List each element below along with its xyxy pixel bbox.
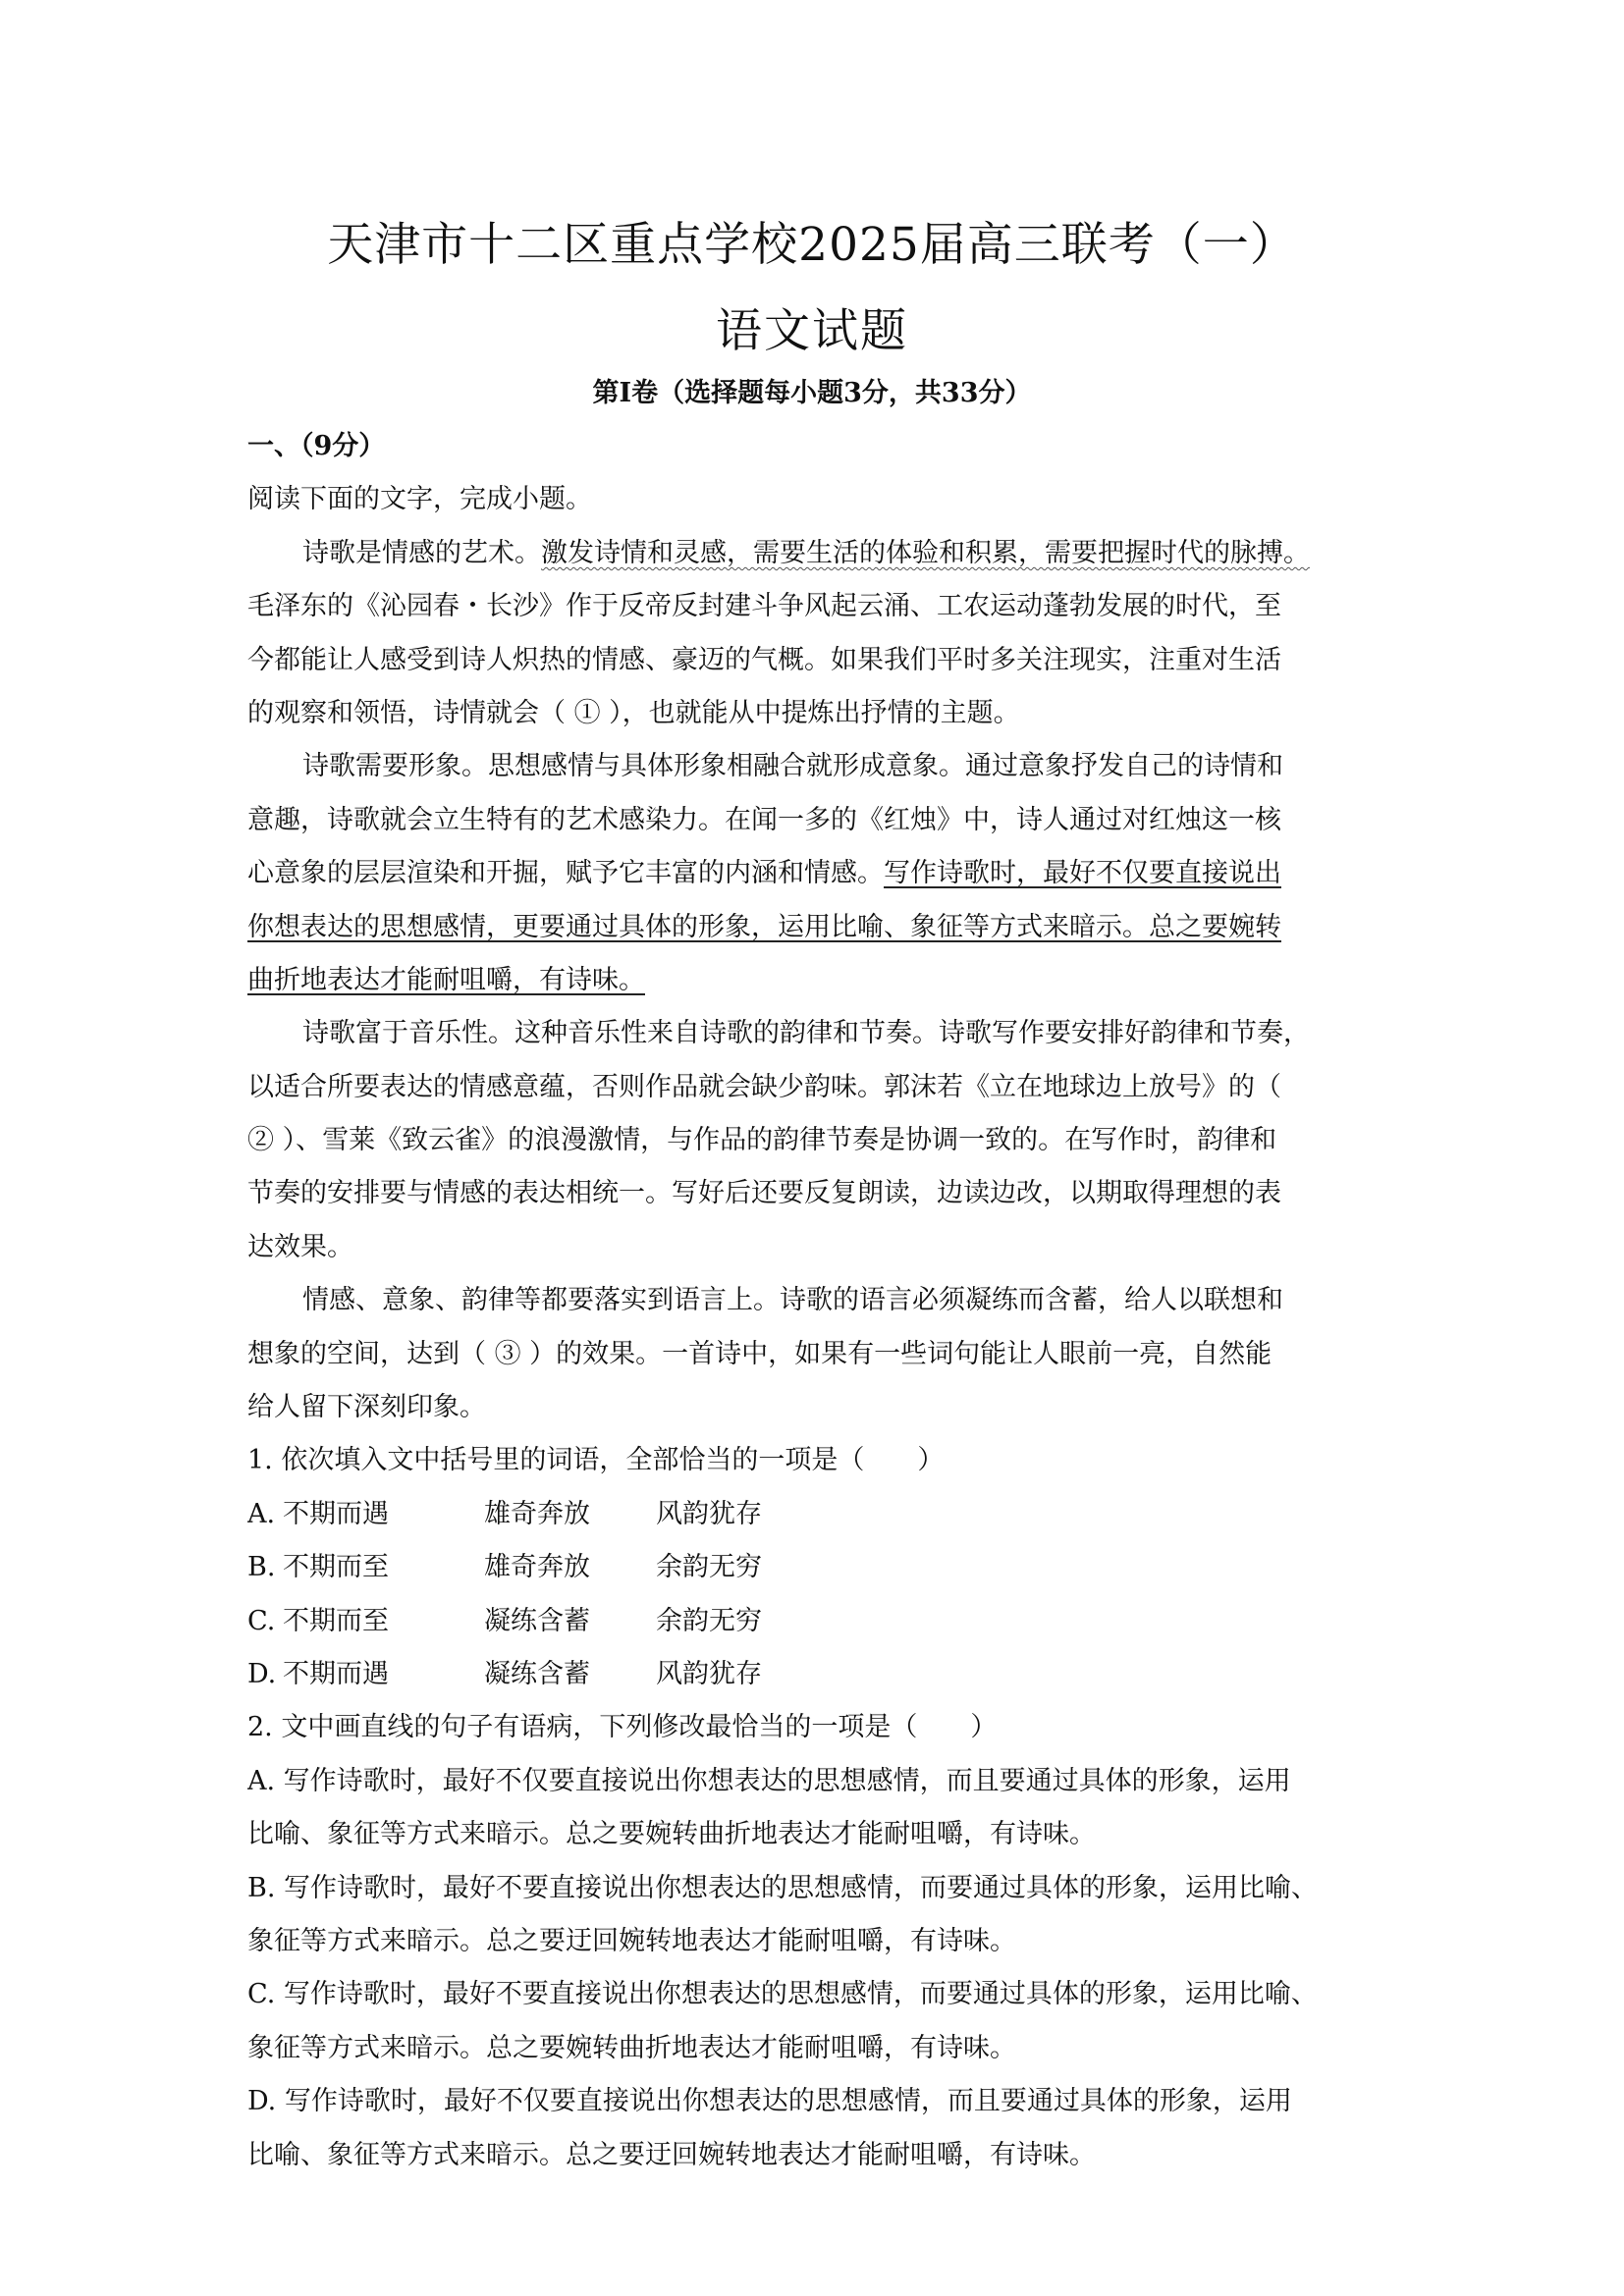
reading-instruction: 阅读下面的文字，完成小题。 [247, 484, 592, 515]
exam-content [247, 420, 1382, 2182]
underlined-sentence: 写作诗歌时，最好不仅要直接说出 [884, 858, 1281, 889]
option-term: 雄奇奔放 [484, 1498, 590, 1529]
underlined-sentence: 曲折地表达才能耐咀嚼，有诗味。 [247, 964, 645, 995]
option-letter: B. [247, 1552, 276, 1583]
passage-line: 以适合所要表达的情感意蕴，否则作品就会缺少韵味。郭沫若《立在地球边上放号》的（ [247, 1071, 1281, 1102]
option-d [247, 1648, 1382, 1701]
question-stem: 1. 依次填入文中括号里的词语，全部恰当的一项是（ ） [247, 1445, 945, 1476]
passage-line: ② ）、雪莱《致云雀》的浪漫激情，与作品的韵律节奏是协调一致的。在写作时，韵律和 [247, 1125, 1277, 1156]
option-term: 凝练含蓄 [484, 1605, 590, 1636]
section-heading: 第Ⅰ卷（选择题每小题3分，共33分） [592, 378, 1032, 408]
passage-line: 达效果。 [247, 1231, 353, 1262]
option-b [247, 1541, 1382, 1594]
passage-text: 诗歌是情感的艺术。 [302, 537, 541, 568]
passage-line: 情感、意象、韵律等都要落实到语言上。诗歌的语言必须凝练而含蓄，给人以联想和 [302, 1285, 1283, 1316]
option-a: A. 写作诗歌时，最好不仅要直接说出你想表达的思想感情，而且要通过具体的形象，运用 [247, 1765, 1291, 1796]
option-term: 不期而遇 [283, 1498, 389, 1529]
option-letter: A. [247, 1498, 276, 1529]
passage-line: 诗歌需要形象。思想感情与具体形象相融合就形成意象。通过意象抒发自己的诗情和 [302, 751, 1283, 782]
passage-line: 给人留下深刻印象。 [247, 1392, 486, 1423]
passage-line [247, 954, 1382, 1007]
passage-line: 想象的空间，达到（ ③ ）的效果。一首诗中，如果有一些词句能让人眼前一亮，自然能 [247, 1338, 1272, 1369]
passage-line: 今都能让人感受到诗人炽热的情感、豪迈的气概。如果我们平时多关注现实，注重对生活 [247, 644, 1281, 675]
passage-line: 毛泽东的《沁园春・长沙》作于反帝反封建斗争风起云涌、工农运动蓬勃发展的时代，至 [247, 591, 1281, 622]
option-term: 雄奇奔放 [484, 1552, 590, 1583]
option-d-continued: 比喻、象征等方式来暗示。总之要迂回婉转地表达才能耐咀嚼，有诗味。 [247, 2139, 1096, 2170]
option-b: B. 写作诗歌时，最好不要直接说出你想表达的思想感情，而要通过具体的形象，运用比喻、 [247, 1872, 1319, 1903]
passage-text: 心意象的层层渲染和开掘，赋予它丰富的内涵和情感。 [247, 858, 884, 889]
passage-line [247, 527, 1382, 580]
option-b-continued: 象征等方式来暗示。总之要迂回婉转地表达才能耐咀嚼，有诗味。 [247, 1925, 1016, 1956]
exam-title: 天津市十二区重点学校2025届高三联考（一） [327, 218, 1297, 272]
passage-line [247, 847, 1382, 900]
option-term: 不期而至 [283, 1605, 389, 1636]
passage-line: 节奏的安排要与情感的表达相统一。写好后还要反复朗读，边读边改，以期取得理想的表 [247, 1178, 1281, 1209]
option-letter: D. [247, 1658, 277, 1689]
option-c-continued: 象征等方式来暗示。总之要婉转曲折地表达才能耐咀嚼，有诗味。 [247, 2032, 1016, 2063]
option-c [247, 1595, 1382, 1648]
option-term: 凝练含蓄 [484, 1658, 590, 1689]
option-term: 不期而至 [283, 1552, 389, 1583]
option-letter: C. [247, 1605, 276, 1636]
option-term: 余韵无穷 [656, 1605, 762, 1636]
passage-line: 的观察和领悟，诗情就会（ ① ），也就能从中提炼出抒情的主题。 [247, 697, 1020, 728]
question-stem: 2. 文中画直线的句子有语病，下列修改最恰当的一项是（ ） [247, 1712, 998, 1743]
option-c: C. 写作诗歌时，最好不要直接说出你想表达的思想感情，而要通过具体的形象，运用比喻、 [247, 1979, 1318, 2010]
option-d: D. 写作诗歌时，最好不仅要直接说出你想表达的思想感情，而且要通过具体的形象，运用 [247, 2086, 1292, 2117]
option-a-continued: 比喻、象征等方式来暗示。总之要婉转曲折地表达才能耐咀嚼，有诗味。 [247, 1819, 1096, 1850]
option-a [247, 1488, 1382, 1541]
passage-line: 诗歌富于音乐性。这种音乐性来自诗歌的韵律和节奏。诗歌写作要安排好韵律和节奏， [302, 1018, 1310, 1049]
passage-line [247, 901, 1382, 954]
wavy-underlined-sentence: 激发诗情和灵感，需要生活的体验和积累，需要把握时代的脉搏。 [541, 537, 1310, 568]
option-term: 风韵犹存 [656, 1498, 762, 1529]
exam-subtitle: 语文试题 [716, 304, 908, 358]
option-term: 余韵无穷 [656, 1552, 762, 1583]
underlined-sentence: 你想表达的思想感情，更要通过具体的形象，运用比喻、象征等方式来暗示。总之要婉转 [247, 911, 1281, 942]
option-term: 不期而遇 [283, 1658, 389, 1689]
passage-line: 意趣，诗歌就会立生特有的艺术感染力。在闻一多的《红烛》中，诗人通过对红烛这一核 [247, 804, 1281, 835]
part-heading: 一、（9分） [247, 431, 386, 461]
option-term: 风韵犹存 [656, 1658, 762, 1689]
